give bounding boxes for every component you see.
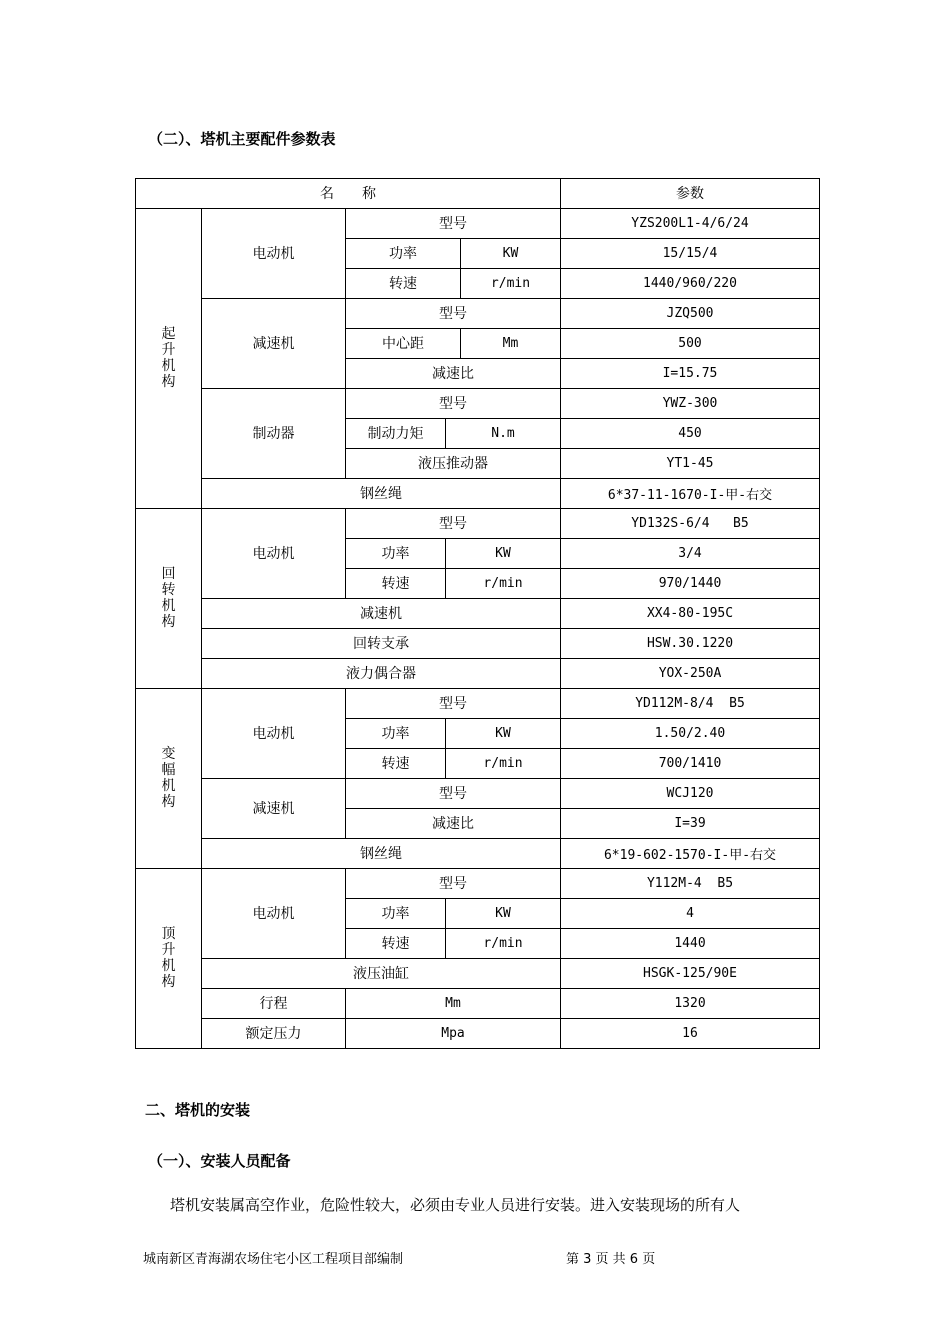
table-row <box>136 628 820 658</box>
luff-power-unit: KW <box>446 718 561 748</box>
table-row <box>136 598 820 628</box>
table-row <box>136 658 820 688</box>
slew-reducer-label: 减速机 <box>202 598 561 628</box>
table-row <box>136 778 820 808</box>
hoist-rope-label: 钢丝绳 <box>202 478 561 508</box>
group-slew: 回转机构 <box>136 508 202 688</box>
group-hoist: 起升机构 <box>136 208 202 508</box>
climb-pressure-unit: Mpa <box>346 1018 561 1048</box>
luff-speed-label: 转速 <box>346 748 446 778</box>
climb-power-value: 4 <box>561 898 820 928</box>
luff-motor-model-label: 型号 <box>346 688 561 718</box>
slew-coupling-value: YOX-250A <box>561 658 820 688</box>
hoist-speed-value: 1440/960/220 <box>561 268 820 298</box>
body-paragraph: 塔机安装属高空作业，危险性较大，必须由专业人员进行安装。进入安装现场的所有人 <box>140 1196 741 1214</box>
luff-reducer-model-value: WCJ120 <box>561 778 820 808</box>
luff-reducer-model-label: 型号 <box>346 778 561 808</box>
climb-stroke-label: 行程 <box>202 988 346 1018</box>
climb-pressure-label: 额定压力 <box>202 1018 346 1048</box>
climb-power-label: 功率 <box>346 898 446 928</box>
section-heading-installation: 二、塔机的安装 <box>145 1101 251 1119</box>
footer-left: 城南新区青海湖农场住宅小区工程项目部编制 <box>143 1252 404 1267</box>
table-row <box>136 1018 820 1048</box>
luff-reducer-label: 减速机 <box>202 778 346 838</box>
hoist-pusher-value: YT1-45 <box>561 448 820 478</box>
slew-bearing-label: 回转支承 <box>202 628 561 658</box>
slew-motor-label: 电动机 <box>202 508 346 598</box>
table-row <box>136 838 820 868</box>
table-row <box>136 388 820 418</box>
slew-motor-model-label: 型号 <box>346 508 561 538</box>
section-heading-parts-table: （二）、塔机主要配件参数表 <box>148 130 336 148</box>
climb-pressure-value: 16 <box>561 1018 820 1048</box>
hoist-motor-model-value: YZS200L1-4/6/24 <box>561 208 820 238</box>
luff-ratio-value: I=39 <box>561 808 820 838</box>
hoist-rope-value: 6*37-11-1670-I-甲-右交 <box>561 478 820 508</box>
luff-motor-label: 电动机 <box>202 688 346 778</box>
hoist-brake-label: 制动器 <box>202 388 346 478</box>
hoist-center-unit: Mm <box>461 328 561 358</box>
slew-coupling-label: 液力偶合器 <box>202 658 561 688</box>
hoist-pusher-label: 液压推动器 <box>346 448 561 478</box>
slew-bearing-value: HSW.30.1220 <box>561 628 820 658</box>
luff-speed-unit: r/min <box>446 748 561 778</box>
table-row <box>136 688 820 718</box>
climb-speed-unit: r/min <box>446 928 561 958</box>
slew-power-label: 功率 <box>346 538 446 568</box>
footer-page-number: 第 3 页 共 6 页 <box>566 1252 656 1267</box>
climb-speed-label: 转速 <box>346 928 446 958</box>
slew-speed-label: 转速 <box>346 568 446 598</box>
luff-power-label: 功率 <box>346 718 446 748</box>
hoist-motor-label: 电动机 <box>202 208 346 298</box>
hoist-torque-value: 450 <box>561 418 820 448</box>
climb-stroke-value: 1320 <box>561 988 820 1018</box>
slew-reducer-value: XX4-80-195C <box>561 598 820 628</box>
hoist-reducer-label: 减速机 <box>202 298 346 388</box>
group-luff: 变幅机构 <box>136 688 202 868</box>
section-heading-staffing: （一）、安装人员配备 <box>148 1152 291 1170</box>
parts-parameter-table <box>135 178 820 1049</box>
group-climb: 顶升机构 <box>136 868 202 1048</box>
hoist-center-label: 中心距 <box>346 328 461 358</box>
climb-cylinder-label: 液压油缸 <box>202 958 561 988</box>
hoist-ratio-label: 减速比 <box>346 358 561 388</box>
slew-speed-unit: r/min <box>446 568 561 598</box>
climb-cylinder-value: HSGK-125/90E <box>561 958 820 988</box>
luff-rope-value: 6*19-602-1570-I-甲-右交 <box>561 838 820 868</box>
slew-power-value: 3/4 <box>561 538 820 568</box>
climb-stroke-unit: Mm <box>346 988 561 1018</box>
table-row <box>136 958 820 988</box>
hoist-reducer-model-label: 型号 <box>346 298 561 328</box>
luff-speed-value: 700/1410 <box>561 748 820 778</box>
hoist-brake-model-value: YWZ-300 <box>561 388 820 418</box>
luff-ratio-label: 减速比 <box>346 808 561 838</box>
hoist-torque-unit: N.m <box>446 418 561 448</box>
table-row <box>136 208 820 238</box>
hoist-power-label: 功率 <box>346 238 461 268</box>
climb-motor-label: 电动机 <box>202 868 346 958</box>
climb-motor-model-value: Y112M-4 B5 <box>561 868 820 898</box>
hoist-speed-label: 转速 <box>346 268 461 298</box>
hoist-power-value: 15/15/4 <box>561 238 820 268</box>
hoist-ratio-value: I=15.75 <box>561 358 820 388</box>
slew-speed-value: 970/1440 <box>561 568 820 598</box>
hoist-center-value: 500 <box>561 328 820 358</box>
luff-motor-model-value: YD112M-8/4 B5 <box>561 688 820 718</box>
table-row <box>136 478 820 508</box>
hoist-speed-unit: r/min <box>461 268 561 298</box>
hoist-motor-model-label: 型号 <box>346 208 561 238</box>
table-row <box>136 298 820 328</box>
hoist-reducer-model-value: JZQ500 <box>561 298 820 328</box>
climb-power-unit: KW <box>446 898 561 928</box>
table-row <box>136 508 820 538</box>
header-name: 名 称 <box>136 178 561 208</box>
climb-motor-model-label: 型号 <box>346 868 561 898</box>
luff-power-value: 1.50/2.40 <box>561 718 820 748</box>
hoist-brake-model-label: 型号 <box>346 388 561 418</box>
hoist-power-unit: KW <box>461 238 561 268</box>
header-param: 参数 <box>561 178 820 208</box>
luff-rope-label: 钢丝绳 <box>202 838 561 868</box>
slew-power-unit: KW <box>446 538 561 568</box>
table-row <box>136 868 820 898</box>
table-header-row <box>136 178 820 208</box>
hoist-torque-label: 制动力矩 <box>346 418 446 448</box>
climb-speed-value: 1440 <box>561 928 820 958</box>
slew-motor-model-value: YD132S-6/4 B5 <box>561 508 820 538</box>
table-row <box>136 988 820 1018</box>
